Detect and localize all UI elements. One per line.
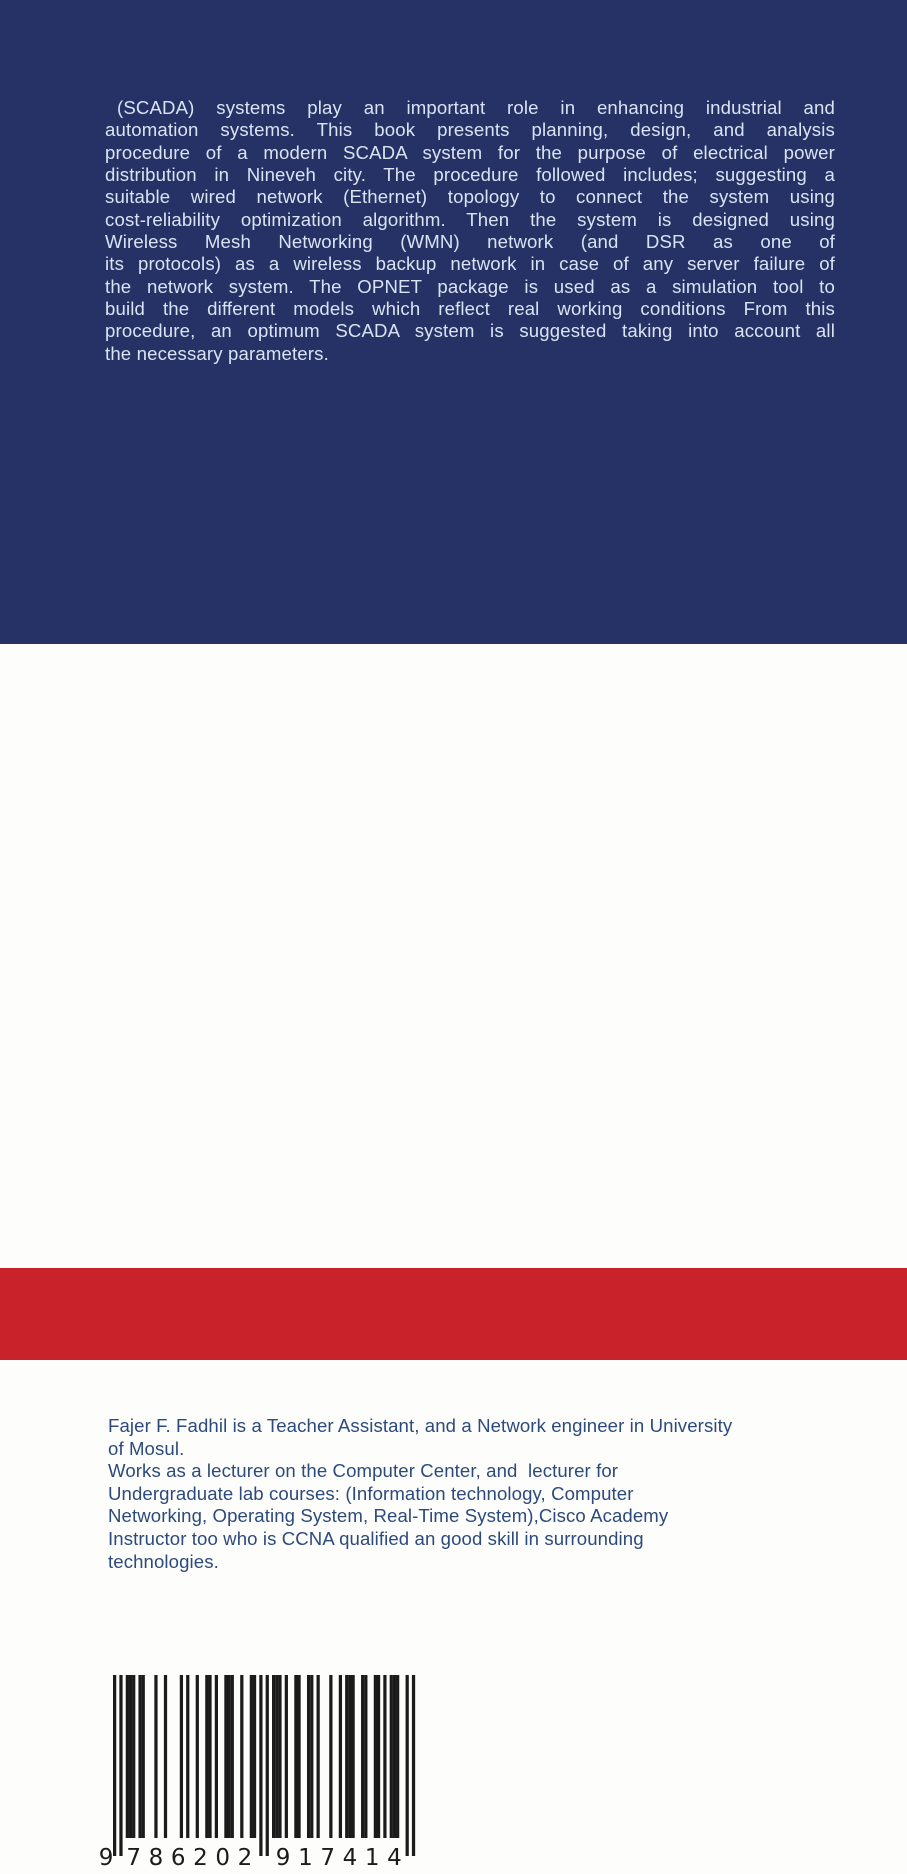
svg-text:4: 4 (342, 1845, 358, 1869)
synopsis-line: suitable wired network (Ethernet) topology to connect the system using (105, 186, 835, 208)
svg-text:9: 9 (99, 1845, 114, 1869)
author-bio-paragraph (108, 1415, 848, 1573)
synopsis-line: the network system. The OPNET package is used as a simulation tool to (105, 275, 835, 297)
synopsis-line: distribution in Nineveh city. The procedure followed includes; suggesting a (105, 164, 835, 186)
synopsis-line: build the different models which reflect real working conditions From this (105, 298, 835, 320)
synopsis-line: automation systems. This book presents planning, design, and analysis (105, 119, 835, 141)
author-bio-line: Fajer F. Fadhil is a Teacher Assistant, and a Network engineer in University (108, 1415, 733, 1436)
svg-text:6: 6 (170, 1845, 186, 1869)
author-bio-line: of Mosul. (108, 1437, 185, 1459)
author-bio-line: Undergraduate lab courses: (Information technology, Computer (108, 1482, 634, 1504)
author-bio-line: technologies. (108, 1550, 219, 1572)
svg-text:9: 9 (275, 1845, 291, 1869)
svg-text:2: 2 (237, 1845, 253, 1869)
synopsis-line: its protocols) as a wireless backup network in case of any server failure of (105, 253, 835, 275)
author-bio-line: Instructor too who is CCNA qualified an good skill in surrounding (108, 1527, 644, 1549)
svg-text:2: 2 (193, 1845, 208, 1869)
red-footer-stripe (0, 1268, 907, 1360)
synopsis-line: procedure, an optimum SCADA system is suggested taking into account all (105, 320, 835, 342)
synopsis-paragraph (105, 97, 835, 365)
svg-text:7: 7 (320, 1845, 336, 1869)
synopsis-line: cost-reliability optimization algorithm. Then the system is designed using (105, 208, 835, 230)
svg-text:1: 1 (364, 1845, 380, 1869)
synopsis-section (0, 0, 907, 644)
synopsis-line: procedure of a modern SCADA system for the purpose of electrical power (105, 141, 835, 163)
author-section (0, 644, 907, 1869)
svg-text:7: 7 (126, 1845, 142, 1869)
author-bio-line: Networking, Operating System, Real-Time System),Cisco Academy (108, 1505, 669, 1527)
svg-text:4: 4 (387, 1845, 402, 1869)
ean13-barcode-image (99, 1675, 419, 1869)
synopsis-line: (SCADA) systems play an important role in enhancing industrial and (117, 97, 835, 118)
synopsis-line: the necessary parameters. (105, 342, 329, 364)
svg-text:8: 8 (148, 1845, 164, 1869)
isbn-barcode (99, 1675, 419, 1869)
svg-text:0: 0 (215, 1845, 231, 1869)
author-bio-line: Works as a lecturer on the Computer Center, and lecturer for (108, 1460, 619, 1482)
svg-text:1: 1 (298, 1845, 313, 1869)
synopsis-line: Wireless Mesh Networking (WMN) network (and DSR as one of (105, 231, 835, 253)
